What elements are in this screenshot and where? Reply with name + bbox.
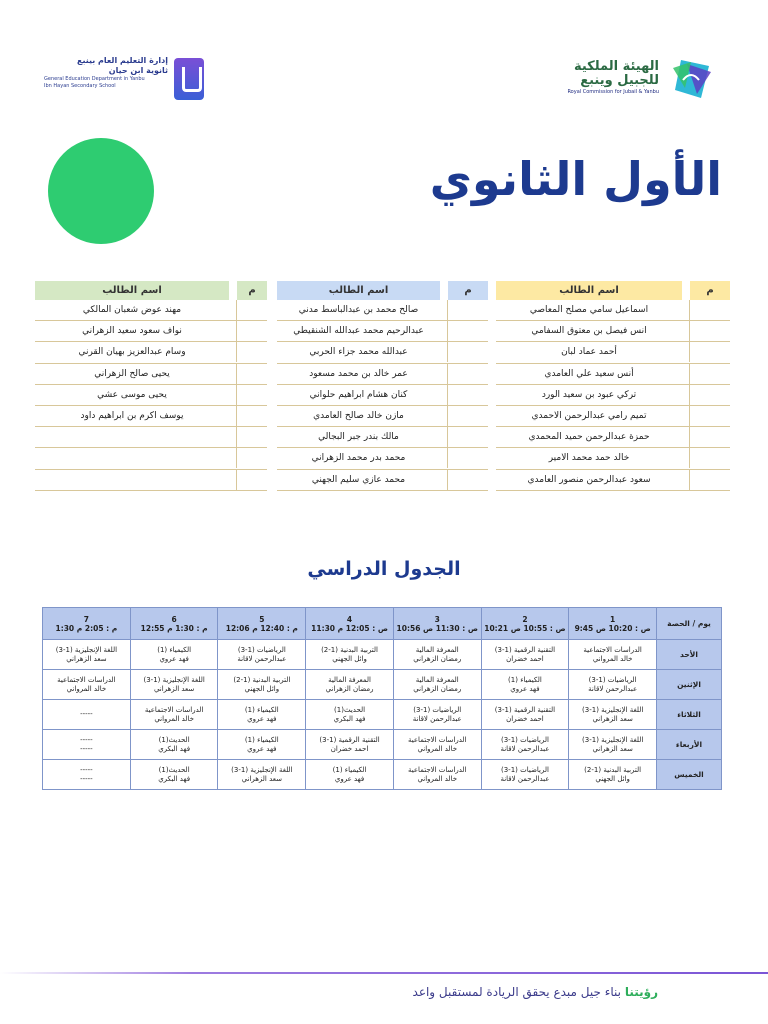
schedule-cell [130, 670, 218, 700]
schedule-cell [569, 640, 657, 670]
student-name: انس فيصل بن معتوق السفامي [531, 326, 647, 337]
day-name: الأربعاء [657, 730, 722, 760]
schedule-cell [306, 730, 394, 760]
teacher-name: فهد البكري [333, 714, 366, 723]
teacher-name: سعد الزهراني [592, 714, 633, 723]
period-time: 10:56 ص : 11:30 ص [396, 623, 478, 633]
subject-name: المعرفة المالية [415, 645, 459, 654]
student-number-cell [236, 448, 267, 468]
student-row [496, 321, 730, 342]
student-number-cell [689, 342, 730, 362]
student-row [277, 470, 488, 491]
day-name: الأحد [657, 640, 722, 670]
subject-name: التقنية الرقمية (1-3) [494, 645, 556, 654]
schedule-cell [130, 700, 218, 730]
teacher-name: عبدالرحمن لاقانة [500, 774, 550, 783]
schedule-cell [481, 670, 569, 700]
subject-name: الدراسات الاجتماعية [407, 765, 467, 774]
student-name: عمر خالد بن محمد مسعود [309, 368, 408, 379]
subject-name: التقنية الرقمية (1-3) [494, 705, 556, 714]
subject-name: اللغة الإنجليزية (1-3) [581, 705, 644, 714]
subject-name: الدراسات الاجتماعية [583, 645, 642, 654]
student-row [496, 364, 730, 385]
period-time: 11:30 ص : 12:05 م [311, 623, 388, 633]
student-name: أنس سعيد علي العامدي [544, 368, 634, 379]
student-row [496, 385, 730, 406]
student-name: نواف سعود سعيد الزهراني [82, 326, 182, 337]
student-number-cell [689, 470, 730, 490]
student-row [35, 406, 267, 427]
teacher-name: رمضان الزهراني [325, 684, 374, 693]
schedule-cell [130, 640, 218, 670]
student-name: أحمد عماد لبان [561, 347, 617, 358]
student-row [35, 364, 267, 385]
student-name: محمد عازي سليم الجهني [311, 474, 406, 485]
student-number-cell [447, 321, 488, 341]
student-row [496, 427, 730, 448]
schedule-day-row [43, 730, 722, 760]
student-name: تميم رامي عبدالرحمن الاحمدي [531, 410, 647, 421]
student-name: يحيى صالح الزهراني [94, 368, 170, 379]
student-row [35, 300, 267, 321]
teacher-name: رمضان الزهراني [413, 654, 462, 663]
student-name: سعود عبدالرحمن منصور العامدي [527, 474, 651, 485]
subject-name: الدراسات الاجتماعية [407, 735, 467, 744]
student-number-cell [447, 300, 488, 320]
student-name: عبدالرحيم محمد عبدالله الشنقيطي [293, 326, 424, 337]
school-logo [44, 56, 206, 102]
subject-name: اللغة الإنجليزية (1-3) [581, 735, 644, 744]
schedule-cell [43, 670, 131, 700]
number-column-header: م [448, 281, 488, 300]
student-number-cell [236, 427, 267, 447]
student-name: مالك بندر جبر البجالي [318, 432, 399, 443]
schedule-cell [218, 700, 306, 730]
teacher-name: فهد عروي [247, 714, 277, 723]
period-header [130, 608, 218, 640]
student-number-cell [236, 470, 267, 490]
teacher-name: عبدالرحمن لاقانة [412, 714, 462, 723]
student-row [35, 342, 267, 363]
student-name: مهند عوض شعبان المالكي [82, 305, 182, 315]
schedule-corner-header: يوم / الحصة [657, 608, 722, 640]
student-name: عبدالله محمد جزاء الحربي [309, 347, 408, 358]
subject-name: الكيمياء (1) [244, 735, 279, 744]
student-row [277, 406, 488, 427]
green-circle [48, 138, 154, 244]
subject-name: الحديث(1) [158, 765, 190, 774]
teacher-name: عبدالرحمن لاقانة [588, 684, 638, 693]
subject-name: اللغة الإنجليزية (1-3) [231, 765, 293, 774]
subject-name: التقنية الرقمية (1-3) [319, 735, 380, 744]
student-number-cell [447, 342, 488, 362]
student-name: حمزة عبدالرحمن حميد المحمدي [528, 432, 650, 443]
subject-name: الكيمياء (1) [332, 765, 367, 774]
school-emblem-icon [174, 58, 204, 100]
student-number-cell [236, 385, 267, 405]
teacher-name: سعد الزهراني [153, 684, 195, 693]
period-header [569, 608, 657, 640]
schedule-cell [218, 670, 306, 700]
schedule-cell [306, 670, 394, 700]
number-column-header: م [690, 281, 730, 300]
student-number-cell [689, 427, 730, 447]
schedule-cell [393, 700, 481, 730]
student-list-1 [496, 281, 730, 491]
rc-logo-line2: للجبيل وينبع [580, 73, 659, 88]
schedule-day-row [43, 760, 722, 790]
schedule-cell [393, 760, 481, 790]
student-name: كنان هشام ابراهيم حلواني [309, 389, 408, 400]
student-number-cell [689, 448, 730, 468]
period-number: 6 [171, 614, 177, 624]
student-name: وسام عبدالعزيز بهيان القرني [78, 347, 186, 358]
student-name: محمد بدر محمد الزهراني [311, 453, 406, 464]
schedule-cell [481, 730, 569, 760]
student-row [35, 385, 267, 406]
schedule-day-row [43, 640, 722, 670]
student-number-cell [447, 448, 488, 468]
teacher-name: ----- [80, 774, 93, 783]
schedule-table [42, 607, 722, 790]
schedule-cell [481, 640, 569, 670]
teacher-name: احمد خضران [506, 714, 544, 723]
student-number-cell [689, 321, 730, 341]
student-row [277, 427, 488, 448]
teacher-name: خالد المرواني [592, 654, 633, 663]
teacher-name: احمد خضران [506, 654, 544, 663]
student-row [35, 448, 267, 469]
day-name: الخميس [657, 760, 722, 790]
student-number-cell [689, 406, 730, 426]
student-list-header [35, 281, 267, 300]
student-row [277, 448, 488, 469]
period-header [393, 608, 481, 640]
subject-name: التربية البدنية (1-2) [584, 765, 642, 774]
teacher-name: فهد البكري [158, 744, 191, 753]
footer-divider [0, 972, 768, 974]
student-number-cell [447, 364, 488, 384]
subject-name: الرياضيات (1-3) [237, 645, 286, 654]
teacher-name: ----- [80, 744, 93, 753]
school-logo-line2: ثانوية ابن حيان [108, 66, 168, 75]
teacher-name: فهد عروي [247, 744, 277, 753]
schedule-cell [130, 730, 218, 760]
teacher-name: احمد خضران [330, 744, 369, 753]
subject-name: المعرفة المالية [328, 675, 372, 684]
student-number-cell [236, 364, 267, 384]
subject-name: الدراسات الاجتماعية [57, 675, 116, 684]
teacher-name: خالد المرواني [417, 744, 458, 753]
teacher-name: وائل الجهني [595, 774, 630, 783]
schedule-title: الجدول الدراسي [307, 558, 461, 580]
schedule-cell [218, 730, 306, 760]
period-header [43, 608, 131, 640]
student-number-cell [447, 385, 488, 405]
student-row [277, 342, 488, 363]
royal-commission-logo [540, 58, 715, 102]
subject-name: المعرفة المالية [415, 675, 459, 684]
student-number-cell [236, 342, 267, 362]
student-row [496, 300, 730, 321]
footer-vision-text: بناء جيل مبدع يحقق الريادة لمستقبل واعد [412, 985, 625, 999]
subject-name: الدراسات الاجتماعية [144, 705, 204, 714]
schedule-cell [43, 760, 131, 790]
schedule-cell [130, 760, 218, 790]
schedule-cell [481, 760, 569, 790]
schedule-day-row [43, 670, 722, 700]
student-row [496, 406, 730, 427]
period-number: 3 [434, 614, 440, 624]
subject-name: الكيمياء (1) [508, 675, 542, 684]
schedule-cell [43, 640, 131, 670]
footer-vision-label: رؤيتنا [624, 985, 658, 999]
student-list-header [496, 281, 730, 300]
teacher-name: وائل الجهني [244, 684, 280, 693]
subject-name: الكيمياء (1) [157, 645, 192, 654]
student-number-cell [447, 427, 488, 447]
subject-name: الكيمياء (1) [244, 705, 279, 714]
schedule-cell [306, 760, 394, 790]
page-title: الأول الثانوي [429, 152, 722, 206]
student-number-cell [689, 300, 730, 320]
period-header [481, 608, 569, 640]
student-row [277, 321, 488, 342]
subject-name: التربية البدنية (1-2) [321, 645, 378, 654]
student-number-cell [236, 300, 267, 320]
student-number-cell [236, 406, 267, 426]
student-number-cell [447, 406, 488, 426]
student-list-2 [277, 281, 488, 491]
period-number: 5 [259, 614, 265, 624]
student-number-cell [236, 321, 267, 341]
period-time: 10:21 ص : 10:55 ص [484, 623, 566, 633]
subject-name: ----- [80, 735, 93, 744]
schedule-cell [43, 700, 131, 730]
schedule-header-row [43, 608, 722, 640]
subject-name: ----- [80, 765, 93, 774]
name-column-header: اسم الطالب [35, 281, 229, 300]
schedule-cell [393, 640, 481, 670]
schedule-cell [569, 760, 657, 790]
schedule-day-row [43, 700, 722, 730]
student-name: مازن خالد صالح العامدي [313, 410, 404, 421]
subject-name: اللغة الإنجليزية (1-3) [143, 675, 205, 684]
teacher-name: خالد المرواني [417, 774, 458, 783]
student-row [35, 470, 267, 491]
schedule-cell [569, 730, 657, 760]
schedule-cell [569, 670, 657, 700]
teacher-name: خالد المرواني [154, 714, 194, 723]
school-logo-en2: Ibn Hayan Secondary School [44, 83, 116, 89]
footer-vision [413, 985, 658, 999]
schedule-cell [393, 730, 481, 760]
student-number-cell [447, 470, 488, 490]
period-time: 9:45 ص : 10:20 ص [574, 623, 651, 633]
subject-name: الرياضيات (1-3) [413, 705, 462, 714]
student-name: تركي عبود بن سعيد الورد [541, 389, 637, 400]
teacher-name: فهد عروي [334, 774, 365, 783]
subject-name: الحديث(1) [158, 735, 190, 744]
period-header [218, 608, 306, 640]
student-name: خالد حمد محمد الامير [548, 453, 630, 464]
student-name: يوسف اكرم بن ابراهيم داود [80, 410, 184, 421]
subject-name: الرياضيات (1-3) [500, 735, 549, 744]
period-header [306, 608, 394, 640]
student-number-cell [689, 385, 730, 405]
subject-name: الحديث(1) [334, 705, 366, 714]
student-row [496, 470, 730, 491]
teacher-name: عبدالرحمن لاقانة [500, 744, 550, 753]
period-number: 1 [610, 614, 616, 624]
student-row [277, 364, 488, 385]
subject-name: الرياضيات (1-3) [500, 765, 549, 774]
student-number-cell [689, 364, 730, 384]
schedule-cell [218, 760, 306, 790]
rc-emblem-icon [667, 58, 715, 100]
schedule-cell [393, 670, 481, 700]
period-number: 7 [83, 614, 89, 624]
teacher-name: فهد عروي [510, 684, 540, 693]
name-column-header: اسم الطالب [496, 281, 682, 300]
teacher-name: فهد البكري [158, 774, 191, 783]
teacher-name: رمضان الزهراني [413, 684, 462, 693]
subject-name: اللغة الإنجليزية (1-3) [55, 645, 118, 654]
schedule-cell [306, 640, 394, 670]
period-time: 12:06 م : 12:40 م [225, 623, 298, 633]
number-column-header: م [237, 281, 267, 300]
name-column-header: اسم الطالب [277, 281, 440, 300]
subject-name: التربية البدنية (1-2) [233, 675, 291, 684]
period-number: 2 [522, 614, 528, 624]
period-time: 12:55 م : 1:30 م [140, 623, 208, 633]
subject-name: ----- [80, 710, 93, 718]
student-name: اسماعيل سامي مصلح المعاصي [529, 305, 649, 315]
teacher-name: وائل الجهني [332, 654, 367, 663]
student-list-3 [35, 281, 267, 491]
rc-logo-line1: الهيئة الملكية [573, 59, 659, 74]
student-row [496, 448, 730, 469]
student-list-header [277, 281, 488, 300]
rc-logo-en: Royal Commission for Jubail & Yanbu [567, 89, 659, 95]
teacher-name: سعد الزهراني [241, 774, 283, 783]
period-number: 4 [346, 614, 353, 624]
period-time: 1:30 م : 2:05 م [55, 623, 118, 633]
teacher-name: سعد الزهراني [592, 744, 633, 753]
school-logo-en1: General Education Department in Yanbu [44, 76, 145, 82]
teacher-name: فهد عروي [159, 654, 189, 663]
school-logo-line1: إدارة التعليم العام بينبع [77, 56, 168, 65]
schedule-cell [218, 640, 306, 670]
student-row [496, 342, 730, 363]
schedule-cell [481, 700, 569, 730]
day-name: الإثنين [657, 670, 722, 700]
student-name: صالح محمد بن عبدالباسط مدني [298, 305, 419, 315]
student-row [277, 385, 488, 406]
subject-name: الرياضيات (1-3) [588, 675, 637, 684]
schedule-cell [569, 700, 657, 730]
teacher-name: خالد المرواني [66, 684, 107, 693]
day-name: الثلاثاء [657, 700, 722, 730]
schedule-cell [43, 730, 131, 760]
student-row [35, 321, 267, 342]
teacher-name: سعد الزهراني [66, 654, 107, 663]
student-name: يحيى موسى عشي [97, 389, 167, 400]
student-row [277, 300, 488, 321]
schedule-cell [306, 700, 394, 730]
teacher-name: عبدالرحمن لاقانة [237, 654, 287, 663]
student-row [35, 427, 267, 448]
